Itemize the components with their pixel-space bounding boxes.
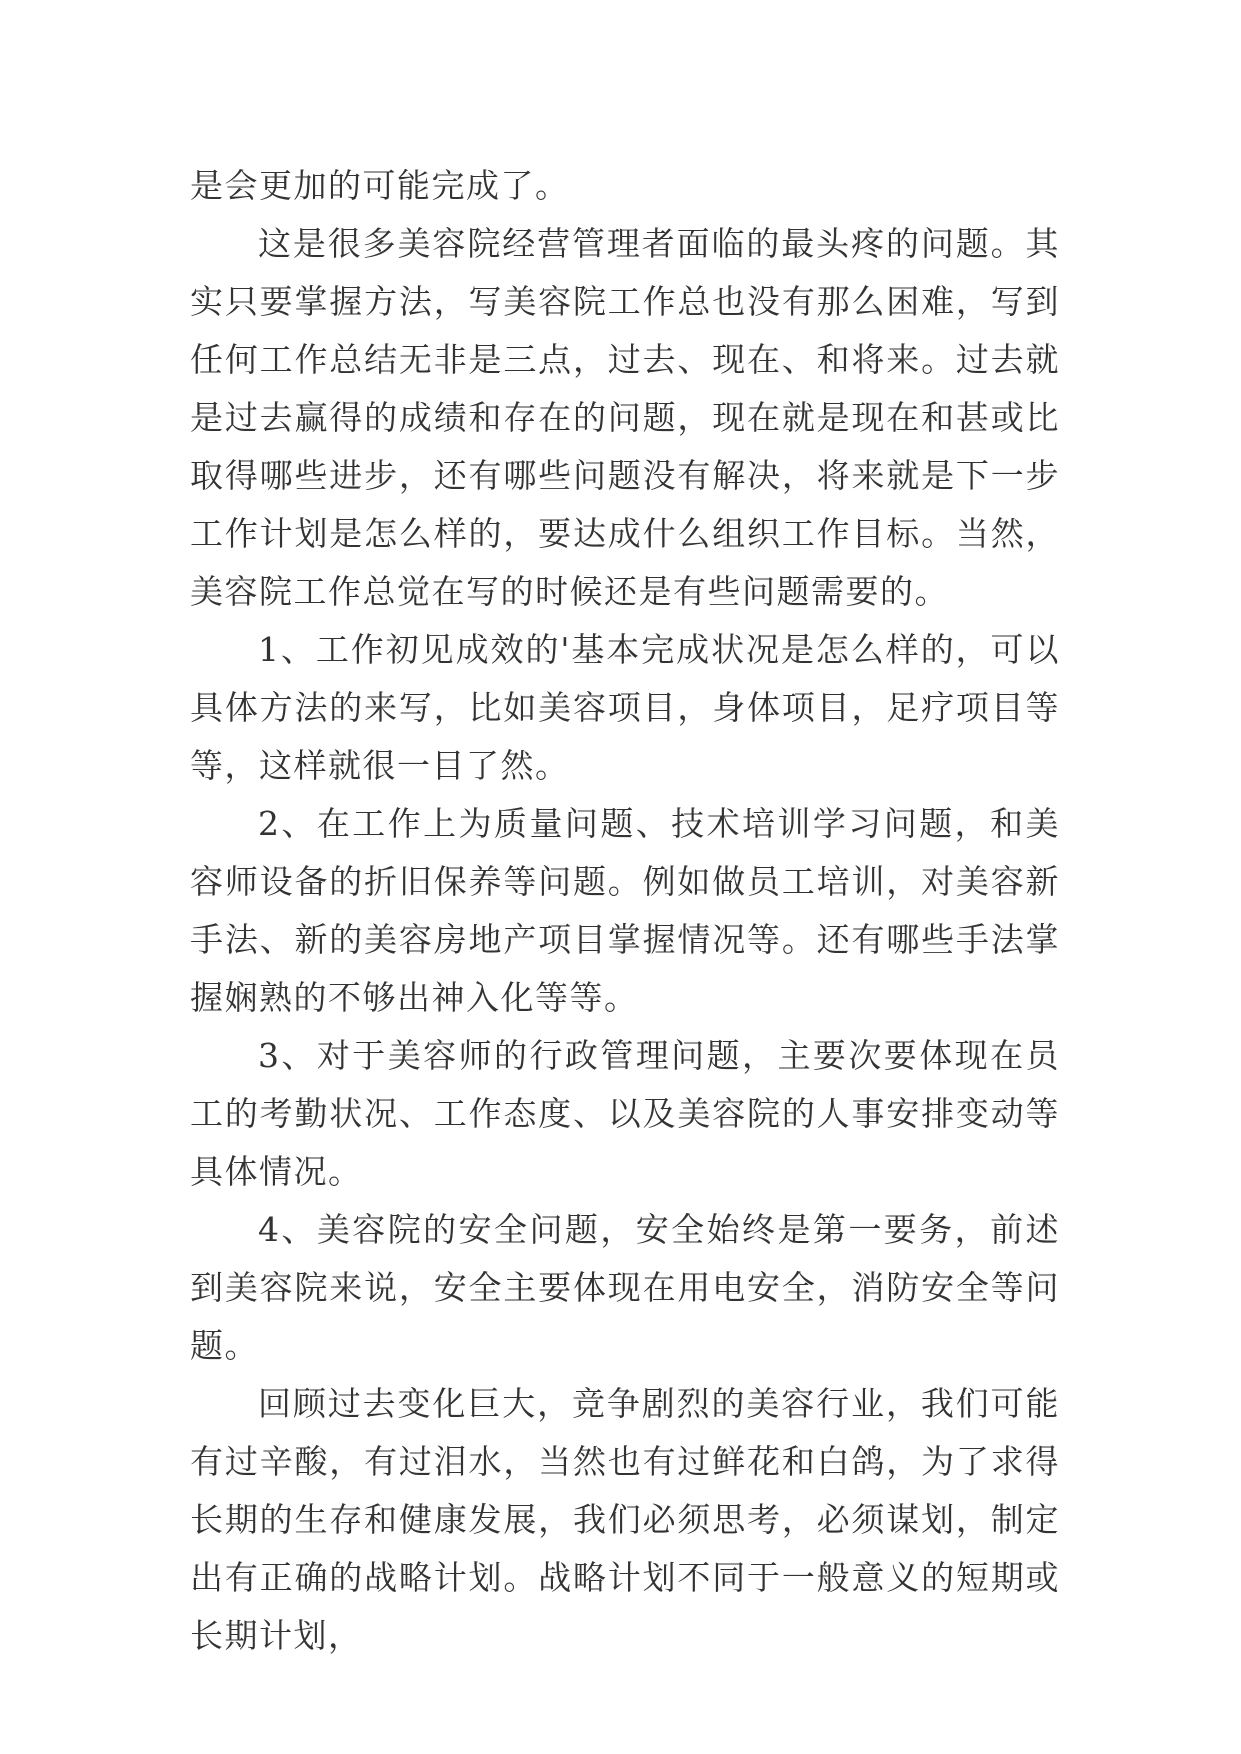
paragraph-point-1: 1、工作初见成效的'基本完成状况是怎么样的，可以具体方法的来写，比如美容项目，身体项目，足疗项目等等，这样就很一目了然。: [190, 630, 1060, 785]
paragraph-review: 回顾过去变化巨大，竞争剧烈的美容行业，我们可能有过辛酸，有过泪水，当然也有过鲜花和白鸽，为了求得长期的生存和健康发展，我们必须思考，必须谋划，制定出有正确的战略计划。战略计划不同于一般意义的短期或长期计划，: [190, 1384, 1060, 1655]
paragraph-point-2: 2、在工作上为质量问题、技术培训学习问题，和美容师设备的折旧保养等问题。例如做员工培训，对美容新手法、新的美容房地产项目掌握情况等。还有哪些手法掌握娴熟的不够出神入化等等。: [190, 804, 1060, 1017]
paragraph-point-3: 3、对于美容师的行政管理问题，主要次要体现在员工的考勤状况、工作态度、以及美容院的人事安排变动等具体情况。: [190, 1036, 1060, 1191]
paragraph-point-4: 4、美容院的安全问题，安全始终是第一要务，前述到美容院来说，安全主要体现在用电安全，消防安全等问题。: [190, 1210, 1060, 1365]
paragraph-intro: 这是很多美容院经营管理者面临的最头疼的问题。其实只要掌握方法，写美容院工作总也没有那么困难，写到任何工作总结无非是三点，过去、现在、和将来。过去就是过去赢得的成绩和存在的问题，现在就是现在和甚或比取得哪些进步，还有哪些问题没有解决，将来就是下一步工作计划是怎么样的，要达成什么组织工作目标。当然，美容院工作总觉在写的时候还是有些问题需要的。: [190, 224, 1060, 611]
paragraph-continuation: 是会更加的可能完成了。: [190, 166, 570, 205]
document-body: [190, 157, 1060, 1665]
